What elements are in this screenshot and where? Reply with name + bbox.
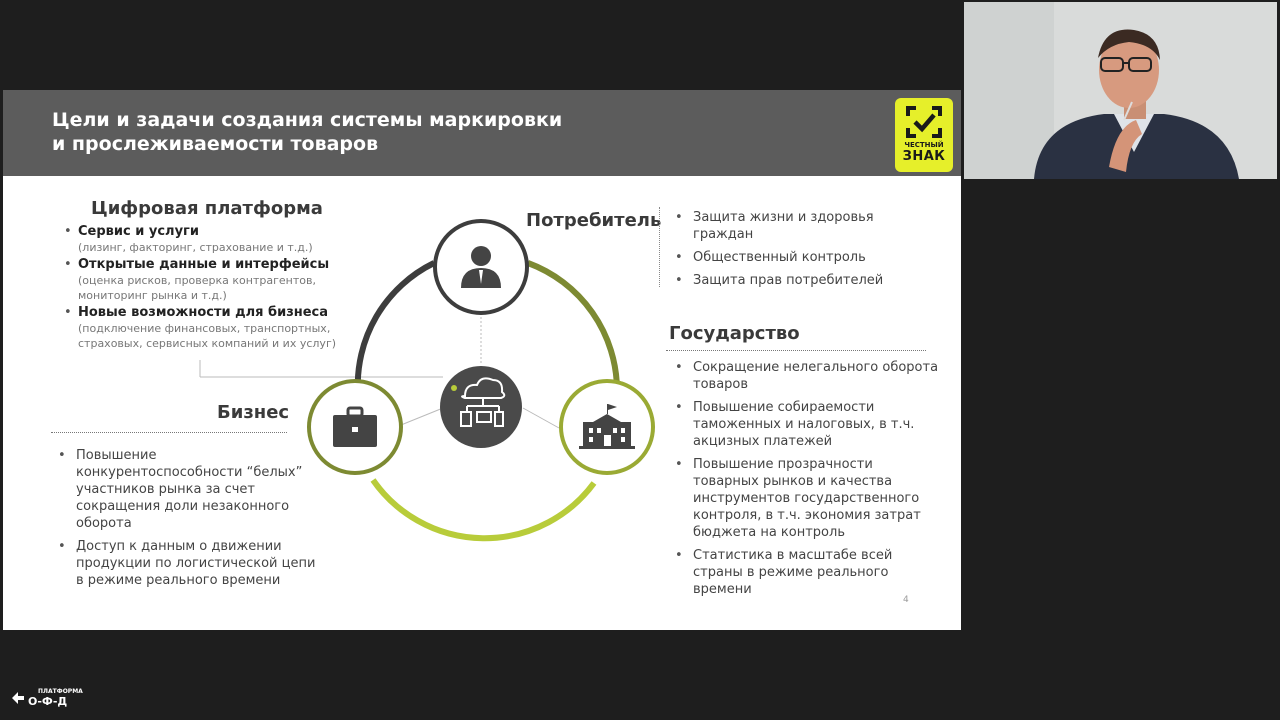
consumer-item: • Защита жизни и здоровья граждан	[669, 209, 889, 243]
platform-item-sub: (подключение финансовых, транспортных, страховых, сервисных компаний и их услуг)	[78, 322, 337, 350]
connector-business	[401, 408, 443, 425]
slide-title-line1: Цели и задачи создания системы маркировки	[52, 109, 563, 131]
consumer-item: • Общественный контроль	[669, 249, 889, 266]
platform-ofd-logo	[10, 688, 83, 708]
business-item: • Доступ к данным о движении продукции по логистической цепи в режиме реального времени	[52, 538, 324, 589]
state-item: • Повышение прозрачности товарных рынков и качества инструментов государственного контроля, в т.ч. экономия затрат бюджета на контроль	[669, 456, 941, 541]
platform-item-sub: (лизинг, факторинг, страхование и т.д.)	[78, 241, 313, 254]
business-underline	[51, 432, 287, 433]
logo-text-line2: ЗНАК	[902, 149, 946, 164]
connector-state	[523, 408, 559, 428]
ofd-logo-text-line1: ПЛАТФОРМА	[38, 688, 83, 695]
presenter-video-frame	[964, 2, 1277, 179]
accent-dot	[451, 385, 457, 391]
consumer-circle	[435, 221, 527, 313]
platform-item	[63, 256, 353, 303]
platform-title: Цифровая платформа	[91, 198, 323, 219]
ofd-logo-icon	[10, 690, 26, 706]
state-underline	[666, 350, 926, 351]
platform-item-head: • Новые возможности для бизнеса	[78, 305, 329, 320]
consumer-list	[669, 209, 889, 295]
state-item: • Повышение собираемости таможенных и налоговых, в т.ч. акцизных платежей	[669, 399, 941, 450]
ring-arc-right	[528, 263, 617, 390]
state-item: • Сокращение нелегального оборота товаров	[669, 359, 941, 393]
ring-arc-left	[358, 263, 434, 393]
ring-arc-bottom	[373, 480, 594, 538]
state-list	[669, 359, 941, 604]
platform-item-head: • Открытые данные и интерфейсы	[78, 257, 330, 272]
presentation-slide	[3, 90, 961, 630]
platform-item	[63, 223, 353, 255]
page-number: 4	[903, 595, 909, 605]
state-item: • Статистика в масштабе всей страны в режиме реального времени	[669, 547, 941, 598]
consumer-item: • Защита прав потребителей	[669, 272, 889, 289]
business-item: • Повышение конкурентоспособности “белых” участников рынка за счет сокращения доли незаконного оборота	[52, 447, 324, 532]
platform-list	[63, 223, 353, 352]
business-title: Бизнес	[217, 402, 290, 423]
state-title: Государство	[669, 323, 800, 344]
platform-item-head: • Сервис и услуги	[78, 224, 199, 239]
consumer-divider	[659, 207, 660, 287]
platform-item	[63, 304, 353, 351]
logo-text-line1: ЧЕСТНЫЙ	[904, 141, 944, 149]
consumer-title: Потребитель	[526, 210, 662, 231]
platform-item-sub: (оценка рисков, проверка контрагентов, мониторинг рынка и т.д.)	[78, 274, 316, 302]
webcam-video	[964, 2, 1277, 179]
business-list	[52, 447, 324, 595]
slide-title-line2: и прослеживаемости товаров	[52, 133, 379, 155]
ofd-logo-text-line2: О-Ф-Д	[28, 695, 68, 708]
